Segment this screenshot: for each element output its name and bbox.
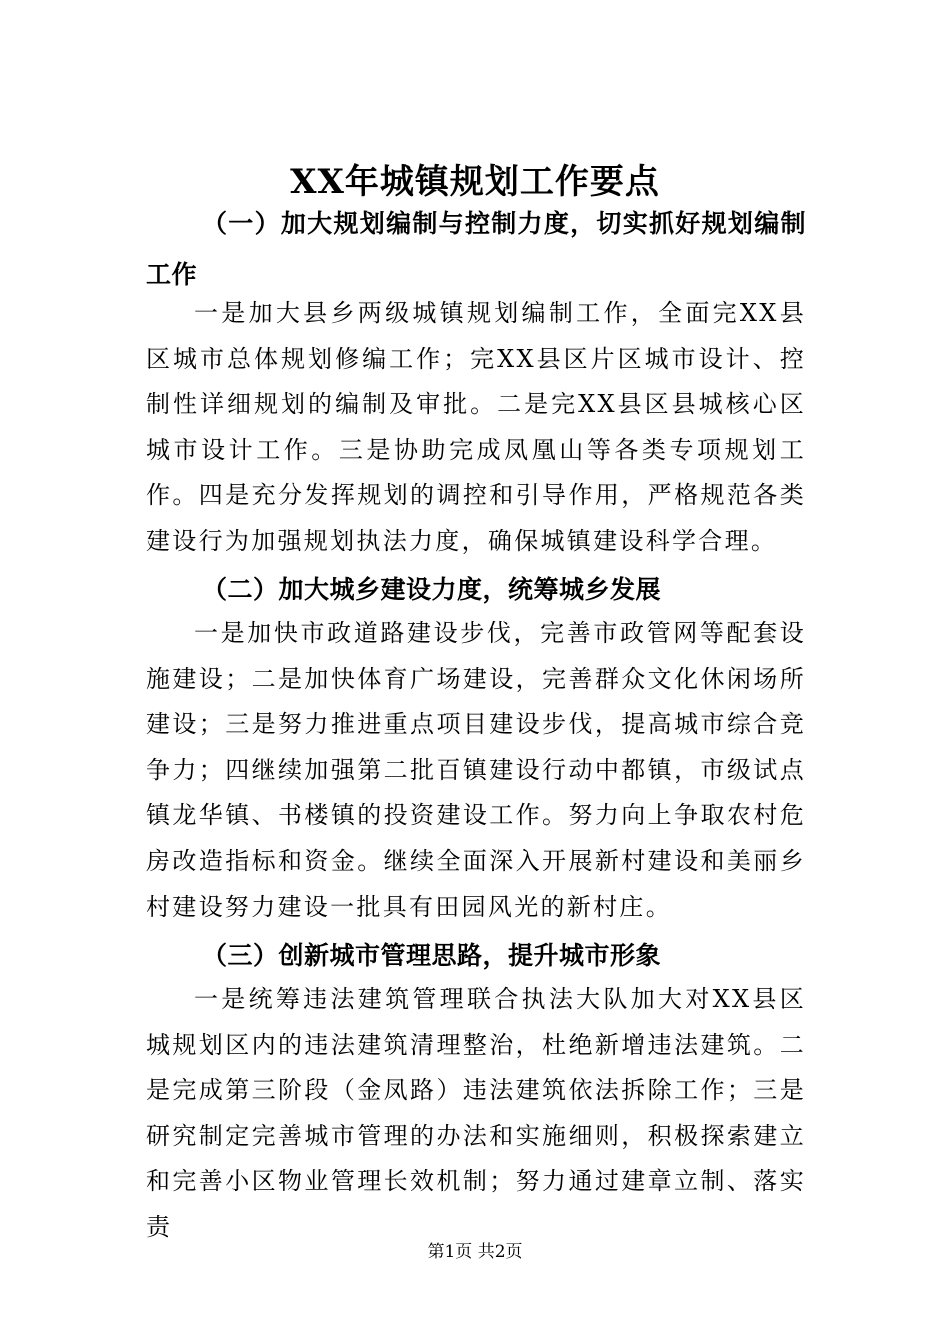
- section-heading-1: （一）加大规划编制与控制力度，切实抓好规划编制工作: [146, 209, 806, 289]
- section-paragraph-1: 一是加大县乡两级城镇规划编制工作，全面完XX县区城市总体规划修编工作；完XX县区片区城市设计、控制性详细规划的编制及审批。二是完XX县区县城核心区城市设计工作。三是协助完成凤凰山等各类专项规划工作。四是充分发挥规划的调控和引导作用，严格规范各类建设行为加强规划执法力度，确保城镇建设科学合理。: [146, 299, 806, 555]
- section-heading-3: （三）创新城市管理思路，提升城市形象: [202, 941, 662, 970]
- section-heading-2: （二）加大城乡建设力度，统筹城乡发展: [202, 575, 662, 604]
- section-paragraph-2: 一是加快市政道路建设步伐，完善市政管网等配套设施建设；二是加快体育广场建设，完善群众文化休闲场所建设；三是努力推进重点项目建设步伐，提高城市综合竞争力；四继续加强第二批百镇建设行动中都镇，市级试点镇龙华镇、书楼镇的投资建设工作。努力向上争取农村危房改造指标和资金。继续全面深入开展新村建设和美丽乡村建设努力建设一批具有田园风光的新村庄。: [146, 619, 806, 921]
- section-paragraph-3: 一是统筹违法建筑管理联合执法大队加大对XX县区城规划区内的违法建筑清理整治，杜绝新增违法建筑。二是完成第三阶段（金凤路）违法建筑依法拆除工作；三是研究制定完善城市管理的办法和实施细则，积极探索建立和完善小区物业管理长效机制；努力通过建章立制、落实责: [146, 985, 806, 1241]
- page-title: XX年城镇规划工作要点: [290, 161, 660, 202]
- page-number-footer: 第1页 共2页: [427, 1242, 523, 1262]
